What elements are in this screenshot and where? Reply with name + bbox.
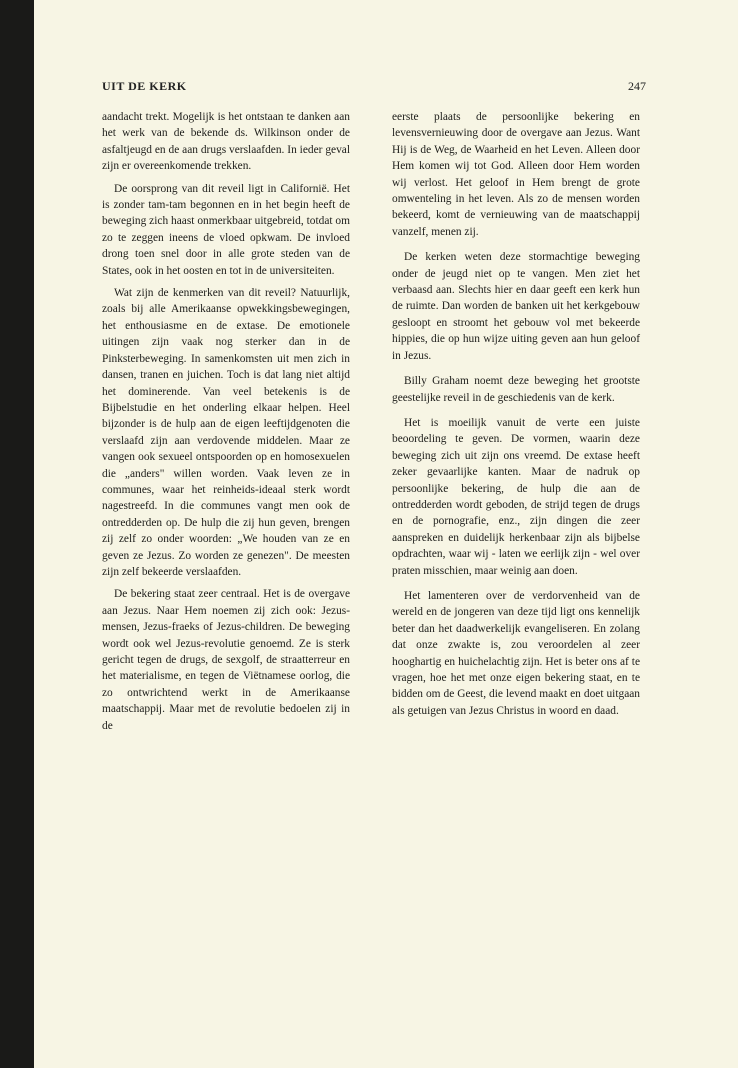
paragraph: Wat zijn de kenmerken van dit reveil? Natuurlijk, zoals bij alle Amerikaanse opwekkingsbewegingen, het enthousiasme en de extase. De emotionele uitingen zijn vaak nog sterker dan in de Pinksterbeweging. In samenkomsten uit men zich in dansen, tranen en juichen. Toch is dat lang niet altijd het dominerende. Van veel betekenis is de Bijbelstudie en het onderling elkaar helpen. Heel bijzonder is de hulp aan de eigen leeftijdgenoten die verslaafd zijn aan verdovende middelen. Maar ze vangen ook sexueel ontspoorden op en homosexuelen die „anders" willen worden. Vaak leven ze in communes, waar het reinheids-ideaal sterk wordt nagestreefd. In die communes vangt men ook de ontredderden op. De hulp die zij hun geven, brengen zij zelf zo onder woorden: „We houden van ze en geven ze Jezus. Zo worden ze genezen". De meesten zijn zelf bekeerde verslaafden. <box>102 287 350 578</box>
running-title: UIT DE KERK <box>102 79 187 93</box>
paragraph: De kerken weten deze stormachtige beweging onder de jeugd niet op te vangen. Men ziet het verbaasd aan. Slechts hier en daar geeft een kerk hun de ruimte. Dan worden de banken uit het kerkgebouw gesloopt en stroomt het gebouw vol met bekeerde hippies, die op hun wijze uiting geven aan hun geloof in Jezus. <box>392 251 640 362</box>
page-number: 247 <box>628 79 646 93</box>
paragraph: Het is moeilijk vanuit de verte een juiste beoordeling te geven. De vormen, waarin deze beweging zich uit zijn ons vreemd. De extase heeft zeker gevaarlijke kanten. Maar de nadruk op persoonlijke bekering, de hulp die aan de ontredderden wordt geboden, de strijd tegen de drugs en de pornografie, enz., zijn dingen die zeer aanspreken en duidelijk herkenbaar zijn als bijbelse opdrachten, waar wij - laten we eerlijk zijn - wel over praten misschien, maar weinig aan doen. <box>392 416 640 577</box>
left-column <box>102 109 350 740</box>
paragraph: De oorsprong van dit reveil ligt in Californië. Het is zonder tam-tam begonnen en in het begin heeft de beweging zich haast onmerkbaar uitgebreid, totdat om zo te zeggen ineens de vloed opkwam. De invloed drong toen snel door in alle grote steden van de States, ook in het oosten en tot in de universiteiten. <box>102 182 350 277</box>
paragraph: eerste plaats de persoonlijke bekering en levensvernieuwing door de overgave aan Jezus. Want Hij is de Weg, de Waarheid en het Leven. Alleen door Hem komen wij tot God. Alleen door Hem worden wij verlost. Het geloof in Hem brengt de grote omwenteling in het leven. Als zo de mensen worden bekeerd, komt de vernieuwing van de maatschappij vanzelf, menen zij. <box>392 111 640 238</box>
document-page <box>34 0 738 1068</box>
paragraph: Billy Graham noemt deze beweging het grootste geestelijke reveil in de geschiedenis van de kerk. <box>392 375 640 404</box>
paragraph: Het lamenteren over de verdorvenheid van de wereld en de jongeren van deze tijd ligt ons kennelijk beter dan het daadwerkelijk evangeliseren. En zolang dat onze zwakte is, zou veroordelen al zeer hooghartig en huichelachtig zijn. Het is beter ons af te vragen, hoe het met onze eigen bekering staat, en te bidden om de Geest, die levend maakt en doet uitgaan als getuigen van Jezus Christus in woord en daad. <box>392 589 640 717</box>
paragraph: aandacht trekt. Mogelijk is het ontstaan te danken aan het werk van de bekende ds. Wilkinson onder de asfaltjeugd en de aan drugs verslaafden. In ieder geval zijn er overeenkomende trekken. <box>102 111 350 173</box>
right-column <box>392 109 640 728</box>
paragraph: De bekering staat zeer centraal. Het is de overgave aan Jezus. Naar Hem noemen zij zich ook: Jezus-mensen, Jezus-fraeks of Jezus-children. De beweging wordt ook wel Jezus-revolutie genoemd. Ze is sterk gericht tegen de drugs, de sexgolf, de straatterreur en het materialisme, en tegen de Viëtnamese oorlog, die zo ontwrichtend werkt in de Amerikaanse maatschappij. Maar met de revolutie bedoelen zij in de <box>102 588 350 732</box>
